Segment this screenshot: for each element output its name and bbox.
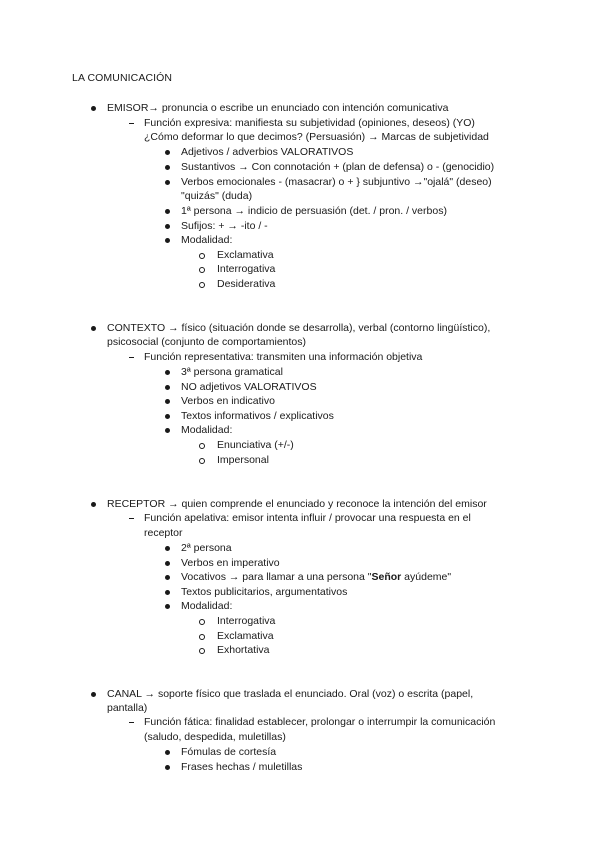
bullet-icon (165, 150, 170, 155)
bullet-icon (91, 692, 96, 697)
bullet-icon (165, 399, 170, 404)
list-item: 1ª persona → indicio de persuasión (det. / pron. / verbos) (181, 205, 447, 217)
bullet-icon (165, 224, 170, 229)
list-item: Fómulas de cortesía (181, 746, 277, 758)
dash-marker (129, 123, 134, 124)
list-item-continuation: "quizás" (duda) (181, 190, 253, 202)
circle-bullet-icon (199, 282, 205, 288)
arrow: → (168, 322, 179, 334)
emisor-function-line1: Función expresiva: manifiesta su subjetividad (opiniones, deseos) (YO) (144, 117, 475, 129)
receptor-label: RECEPTOR (107, 498, 166, 510)
receptor-function-line2: receptor (144, 527, 183, 539)
arrow: → (168, 498, 179, 510)
bullet-icon (165, 414, 170, 419)
modality-item: Interrogativa (217, 615, 276, 627)
bullet-icon (165, 385, 170, 390)
vocativo-tail: ayúdeme" (401, 571, 452, 583)
circle-bullet-icon (199, 267, 205, 273)
dash-marker (129, 722, 134, 723)
vocativo-bold: Señor (371, 571, 402, 583)
canal-heading (107, 687, 473, 701)
contexto-label: CONTEXTO (107, 322, 166, 334)
modality-item: Interrogativa (217, 263, 276, 275)
modality-item: Desiderativa (217, 278, 276, 290)
list-item (181, 570, 451, 584)
list-item: Frases hechas / muletillas (181, 761, 303, 773)
bullet-icon (91, 502, 96, 507)
bullet-icon (91, 326, 96, 331)
dash-marker (129, 518, 134, 519)
canal-function-line2: (saludo, despedida, muletillas) (144, 731, 286, 743)
bullet-icon (165, 604, 170, 609)
receptor-desc: quien comprende el enunciado y reconoce la intención del emisor (181, 498, 487, 510)
circle-bullet-icon (199, 634, 205, 640)
list-item: Textos informativos / explicativos (181, 410, 334, 422)
contexto-desc-line1: físico (situación donde se desarrolla), verbal (contorno lingüístico), (181, 322, 491, 334)
circle-bullet-icon (199, 648, 205, 654)
emisor-desc: pronuncia o escribe un enunciado con intención comunicativa (161, 102, 449, 114)
bullet-icon (165, 546, 170, 551)
bullet-icon (165, 238, 170, 243)
vocativo-text: Vocativos → para llamar a una persona " (181, 571, 372, 583)
emisor-label: EMISOR (107, 102, 149, 114)
list-item: 3ª persona gramatical (181, 366, 283, 378)
canal-function-line1: Función fática: finalidad establecer, prolongar o interrumpir la comunicación (144, 716, 496, 728)
arrow: → (148, 102, 159, 114)
arrow: → (144, 688, 156, 700)
bullet-icon (165, 370, 170, 375)
dash-marker (129, 357, 134, 358)
modality-item: Exhortativa (217, 644, 270, 656)
bullet-icon (165, 575, 170, 580)
page-title: LA COMUNICACIÓN (72, 72, 173, 84)
receptor-heading (107, 497, 487, 511)
canal-label: CANAL (107, 688, 142, 700)
bullet-icon (165, 765, 170, 770)
contexto-heading (107, 321, 490, 335)
modality-item: Exclamativa (217, 630, 274, 642)
bullet-icon (165, 180, 170, 185)
contexto-function-line1: Función representativa: transmiten una información objetiva (144, 351, 423, 363)
contexto-desc-line2: psicosocial (conjunto de comportamientos) (107, 336, 307, 348)
list-item: Adjetivos / adverbios VALORATIVOS (181, 146, 354, 158)
canal-desc-line1: soporte físico que traslada el enunciado. Oral (voz) o escrita (papel, (157, 688, 474, 700)
bullet-icon (165, 590, 170, 595)
bullet-icon (165, 165, 170, 170)
modality-item: Enunciativa (+/-) (217, 439, 294, 451)
list-item: NO adjetivos VALORATIVOS (181, 381, 317, 393)
circle-bullet-icon (199, 253, 205, 259)
list-item: Modalidad: (181, 600, 233, 612)
bullet-icon (165, 561, 170, 566)
emisor-heading (107, 101, 448, 115)
list-item: Verbos en indicativo (181, 395, 275, 407)
list-item: Sustantivos → Con connotación + (plan de defensa) o - (genocidio) (181, 161, 495, 173)
list-item: Textos publicitarios, argumentativos (181, 586, 348, 598)
canal-desc-line2: pantalla) (107, 702, 148, 714)
bullet-icon (165, 428, 170, 433)
list-item: Modalidad: (181, 424, 233, 436)
receptor-function-line1: Función apelativa: emisor intenta influir / provocar una respuesta en el (144, 512, 471, 524)
bullet-icon (165, 209, 170, 214)
circle-bullet-icon (199, 458, 205, 464)
list-item: Verbos emocionales - (masacrar) o + } subjuntivo →"ojalá" (deseo) (181, 176, 492, 188)
bullet-icon (91, 106, 96, 111)
modality-item: Exclamativa (217, 249, 274, 261)
circle-bullet-icon (199, 443, 205, 449)
list-item: 2ª persona (181, 542, 232, 554)
circle-bullet-icon (199, 619, 205, 625)
bullet-icon (165, 750, 170, 755)
emisor-function-line2: ¿Cómo deformar lo que decimos? (Persuasión) → Marcas de subjetividad (144, 131, 489, 143)
list-item: Verbos en imperativo (181, 557, 280, 569)
list-item: Sufijos: + → -ito / - (181, 220, 268, 232)
list-item: Modalidad: (181, 234, 233, 246)
modality-item: Impersonal (217, 454, 269, 466)
